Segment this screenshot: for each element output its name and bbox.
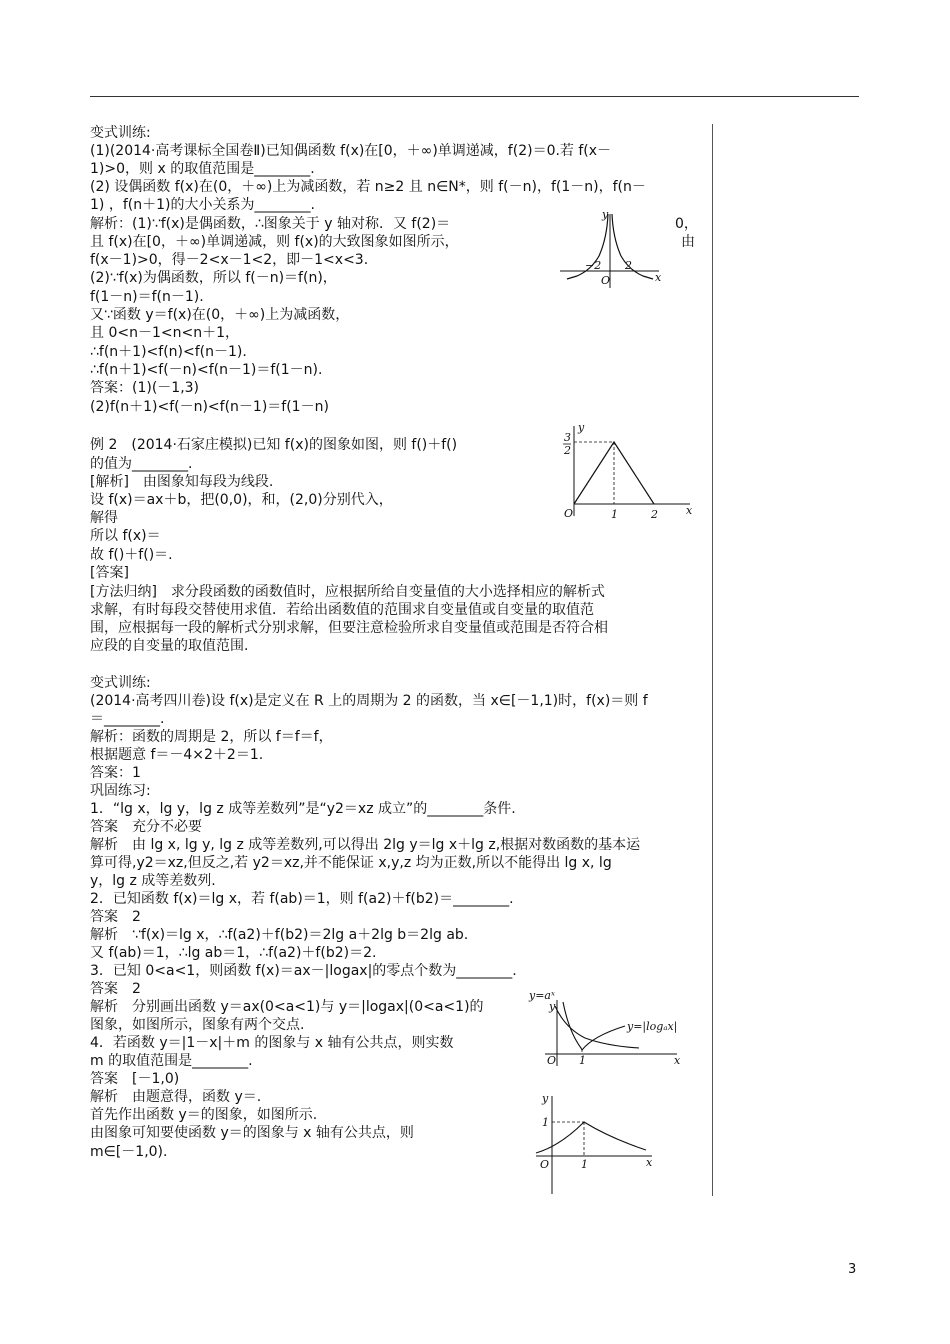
text-line: 4．若函数 y＝|1－x|＋m 的图象与 x 轴有公共点，则实数 xyxy=(90,1035,454,1051)
text-line: 解析：(1)∵f(x)是偶函数，∴图象关于 y 轴对称．又 f(2)＝ xyxy=(90,216,451,232)
figure-exp-log xyxy=(527,988,687,1068)
y-tick-num: 3 xyxy=(564,431,571,444)
text-line: 围，应根据每一段的解析式分别求解，但要注意检验所求自变量值或范围是否符合相 xyxy=(90,620,608,636)
margin-rule xyxy=(712,124,713,1196)
text-line: 3．已知 0<a<1，则函数 f(x)＝ax－|logax|的零点个数为________. xyxy=(90,963,517,979)
text-line: (2)∵f(x)为偶函数，所以 f(－n)＝f(n)， xyxy=(90,270,337,286)
x-label: x xyxy=(686,504,693,517)
x-tick-2: 2 xyxy=(651,508,658,521)
text-line: 且 0<n－1<n<n＋1， xyxy=(90,325,239,341)
y-tick-den: 2 xyxy=(564,444,571,457)
text-line: 解析 ∵f(x)＝lg x，∴f(a2)＋f(b2)＝2lg a＋2lg b＝2lg ab. xyxy=(90,927,469,943)
x-tick-1: 1 xyxy=(581,1158,588,1171)
text-line: 答案 充分不必要 xyxy=(90,819,202,835)
x-label: x xyxy=(646,1156,653,1169)
origin-label: O xyxy=(547,1054,557,1067)
x-tick-1: 1 xyxy=(579,1054,586,1067)
text-line: 解析：函数的周期是 2，所以 f＝f＝f， xyxy=(90,729,333,745)
text-line: 算可得,y2＝xz,但反之,若 y2＝xz,并不能保证 x,y,z 均为正数,所以不能得出 lg x, lg xyxy=(90,855,612,871)
x-label: x xyxy=(674,1054,681,1067)
text-line: 2．已知函数 f(x)＝lg x，若 f(ab)＝1，则 f(a2)＋f(b2)＝________. xyxy=(90,891,514,907)
tick-neg2: −2 xyxy=(585,259,602,272)
curve-label-log: y=|logₐx| xyxy=(627,1020,678,1033)
text-line: 由图象可知要使函数 y＝的图象与 x 轴有公共点，则 xyxy=(90,1125,414,1141)
text-line: [方法归纳] 求分段函数的函数值时，应根据所给自变量值的大小选择相应的解析式 xyxy=(90,584,605,600)
text-line: (2)f(n＋1)<f(－n)<f(n－1)＝f(1－n) xyxy=(90,399,329,415)
text-line: 巩固练习: xyxy=(90,783,151,799)
origin-label: O xyxy=(564,507,574,520)
text-line: [答案] xyxy=(90,565,129,581)
text-line: (2) 设偶函数 f(x)在(0，＋∞)上为减函数，若 n≥2 且 n∈N*，则 f(－n)，f(1－n)，f(n－ xyxy=(90,179,646,195)
figure-even-function xyxy=(555,208,665,292)
origin-label: O xyxy=(601,274,611,287)
text-line: 变式训练: xyxy=(90,675,151,691)
text-line: 应段的自变量的取值范围. xyxy=(90,638,249,654)
text-line: 答案 [－1,0) xyxy=(90,1071,180,1087)
x-label: x xyxy=(655,271,662,284)
text-line: 1) ，f(n＋1)的大小关系为________. xyxy=(90,197,315,213)
text-line: 图象，如图所示，图象有两个交点. xyxy=(90,1017,305,1033)
figure-triangle xyxy=(556,420,696,524)
header-rule xyxy=(90,96,859,97)
text-line: 的值为________. xyxy=(90,456,193,472)
page-number: 3 xyxy=(848,1262,857,1277)
text-line: m 的取值范围是________. xyxy=(90,1053,253,1069)
text-line: 变式训练: xyxy=(90,125,151,141)
text-line: ∴f(n＋1)<f(－n)<f(n－1)＝f(1－n). xyxy=(90,362,323,378)
continued-text: 由 xyxy=(681,234,695,250)
text-line: ∴f(n＋1)<f(n)<f(n－1). xyxy=(90,344,247,360)
text-line: 1．“lg x，lg y，lg z 成等差数列”是“y2＝xz 成立”的________条件. xyxy=(90,801,516,817)
continued-text: 0， xyxy=(675,216,698,232)
text-line: [解析] 由图象知每段为线段. xyxy=(90,474,274,490)
text-line: 解析 由 lg x, lg y, lg z 成等差数列,可以得出 2lg y＝lg x＋lg z,根据对数函数的基本运 xyxy=(90,837,641,853)
x-tick-1: 1 xyxy=(611,508,618,521)
text-line: 解析 由题意得，函数 y＝. xyxy=(90,1089,262,1105)
text-line: 首先作出函数 y＝的图象，如图所示. xyxy=(90,1107,318,1123)
text-line: y，lg z 成等差数列. xyxy=(90,873,216,889)
text-line: 解得 xyxy=(90,510,118,526)
y-label: y xyxy=(549,1000,556,1013)
y-label: y xyxy=(602,208,609,221)
figure-peak xyxy=(528,1090,658,1198)
curve-abs-log xyxy=(563,1002,625,1050)
curve-label-exp: y=aˣ xyxy=(529,989,555,1002)
text-line: f(1－n)＝f(n－1). xyxy=(90,289,204,305)
text-line: (2014·高考四川卷)设 f(x)是定义在 R 上的周期为 2 的函数，当 x∈[－1,1)时，f(x)＝则 f xyxy=(90,693,648,709)
text-line: 例 2 (2014·石家庄模拟)已知 f(x)的图象如图，则 f()＋f() xyxy=(90,437,458,453)
text-line: (1)(2014·高考课标全国卷Ⅱ)已知偶函数 f(x)在[0，＋∞)单调递减，f(2)＝0.若 f(x－ xyxy=(90,143,612,159)
text-line: 1)>0，则 x 的取值范围是________. xyxy=(90,161,315,177)
curve-right xyxy=(612,214,653,279)
text-line: 根据题意 f＝－4×2＋2＝1. xyxy=(90,747,264,763)
y-label: y xyxy=(578,421,585,434)
text-line: 且 f(x)在[0，＋∞)单调递减，则 f(x)的大致图象如图所示， xyxy=(90,234,459,250)
text-line: 求解，有时每段交替使用求值．若给出函数值的范围求自变量值或自变量的取值范 xyxy=(90,602,594,618)
tick-pos2: 2 xyxy=(625,259,632,272)
text-line: 解析 分别画出函数 y＝ax(0<a<1)与 y＝|logax|(0<a<1)的 xyxy=(90,999,484,1015)
text-line: m∈[－1,0). xyxy=(90,1144,168,1160)
text-line: 又 f(ab)＝1，∴lg ab＝1，∴f(a2)＋f(b2)＝2. xyxy=(90,945,377,961)
origin-label: O xyxy=(540,1158,550,1171)
text-line: 答案 2 xyxy=(90,909,141,925)
text-line: f(x－1)>0，得－2<x－1<2，即－1<x<3. xyxy=(90,252,369,268)
text-line: 答案：1 xyxy=(90,765,141,781)
text-line: 设 f(x)＝ax＋b，把(0,0)，和，(2,0)分别代入， xyxy=(90,492,393,508)
text-line: 故 f()＋f()＝. xyxy=(90,547,173,563)
text-line: 答案：(1)(－1,3) xyxy=(90,380,200,396)
y-tick-1: 1 xyxy=(542,1116,549,1129)
text-line: 所以 f(x)＝ xyxy=(90,528,161,544)
text-line: 答案 2 xyxy=(90,981,141,997)
y-label: y xyxy=(542,1092,549,1105)
text-line: 又∵函数 y＝f(x)在(0，＋∞)上为减函数， xyxy=(90,307,350,323)
text-line: ＝________. xyxy=(90,711,165,727)
